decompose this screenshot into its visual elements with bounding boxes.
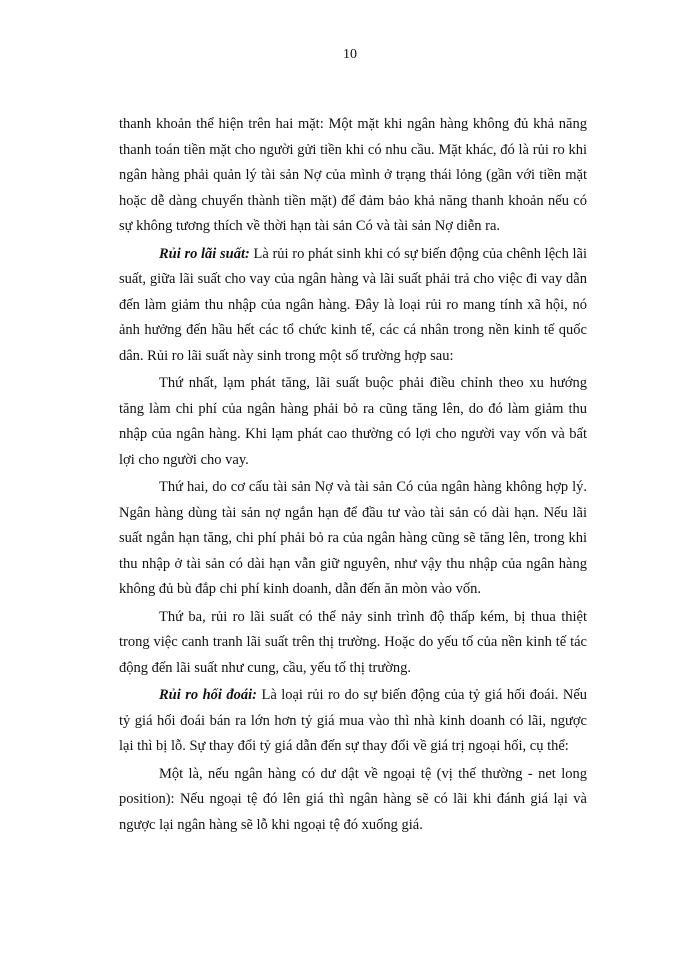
paragraph-text: thanh khoản thể hiện trên hai mặt: Một mặt khi ngân hàng không đủ khả năng thanh toán tiền mặt cho người gửi tiền khi có nhu cầu. Mặt khác, đó là rủi ro khi ngân hàng phải quản lý tài sản Nợ của mình ở trạng thái lỏng (gần với tiền mặt hoặc dễ dàng chuyển thành tiền mặt) để đảm bảo khả năng thanh khoản nếu có sự không tương thích về thời hạn tài sản Có và tài sản Nợ diễn ra. bbox=[119, 116, 587, 234]
paragraph-liquidity-continued bbox=[119, 112, 587, 240]
paragraph-text: Thứ ba, rủi ro lãi suất có thể nảy sinh trình độ thấp kém, bị thua thiệt trong việc canh tranh lãi suất trên thị trường. Hoặc do yếu tố của nền kinh tế tác động đến lãi suất như cung, cầu, yếu tố thị trường. bbox=[119, 608, 587, 676]
paragraph-text: Thứ nhất, lạm phát tăng, lãi suất buộc phải điều chỉnh theo xu hướng tăng làm chi phí của ngân hàng phải bỏ ra cũng tăng lên, do đó làm giảm thu nhập của ngân hàng. Khi lạm phát cao thường có lợi cho người vay vốn và bất lợi cho người cho vay. bbox=[119, 375, 587, 468]
paragraph-text: Thứ hai, do cơ cấu tài sản Nợ và tài sản Có của ngân hàng không hợp lý. Ngân hàng dùng tài sản nợ ngắn hạn để đầu tư vào tài sản có dài hạn. Nếu lãi suất ngắn hạn tăng, chi phí phải bỏ ra của ngân hàng cũng sẽ tăng lên, trong khi thu nhập ở tài sản có dài hạn vẫn giữ nguyên, như vậy thu nhập của ngân hàng không đủ bù đắp chi phí kinh doanh, dẫn đến ăn mòn vào vốn. bbox=[119, 479, 587, 597]
paragraph-text: Là loại rủi ro do sự biến động của tỷ giá hối đoái. Nếu tỷ giá hối đoái bán ra lớn hơn tỷ giá mua vào thì nhà kinh doanh có lãi, ngược lại thì bị lỗ. Sự thay đổi tỷ giá dẫn đến sự thay đổi về giá trị ngoại hối, cụ thể: bbox=[119, 687, 588, 754]
term-interest-rate-risk: Rủi ro lãi suất: bbox=[159, 245, 250, 262]
paragraph-text: Một là, nếu ngân hàng có dư dật về ngoại tệ (vị thế thường - net long position): Nếu ngoại tệ đó lên giá thì ngân hàng sẽ có lãi khi đánh giá lại và ngược lại ngân hàng sẽ lỗ khi ngoại tệ đó xuống giá. bbox=[119, 765, 587, 833]
paragraph-exchange-rate-risk bbox=[119, 683, 587, 760]
paragraph-text: Là rủi ro phát sinh khi có sự biến động của chênh lệch lãi suất, giữa lãi suất cho vay của ngân hàng và lãi suất phải trả cho việc đi vay dẫn đến làm giảm thu nhập của ngân hàng. Đây là loại rủi ro mang tính xã hội, nó ảnh hưởng đến hầu hết các tổ chức kinh tế, các cá nhân trong nền kinh tế quốc dân. Rủi ro lãi suất này sinh trong một số trường hợp sau: bbox=[119, 245, 588, 364]
paragraph-net-long-position bbox=[119, 762, 587, 839]
document-body bbox=[119, 112, 587, 840]
paragraph-case-three bbox=[119, 605, 587, 682]
paragraph-case-two bbox=[119, 475, 587, 603]
paragraph-case-one bbox=[119, 371, 587, 473]
paragraph-interest-rate-risk bbox=[119, 242, 587, 370]
page-number: 10 bbox=[343, 47, 357, 62]
term-exchange-rate-risk: Rủi ro hối đoái: bbox=[159, 687, 257, 703]
